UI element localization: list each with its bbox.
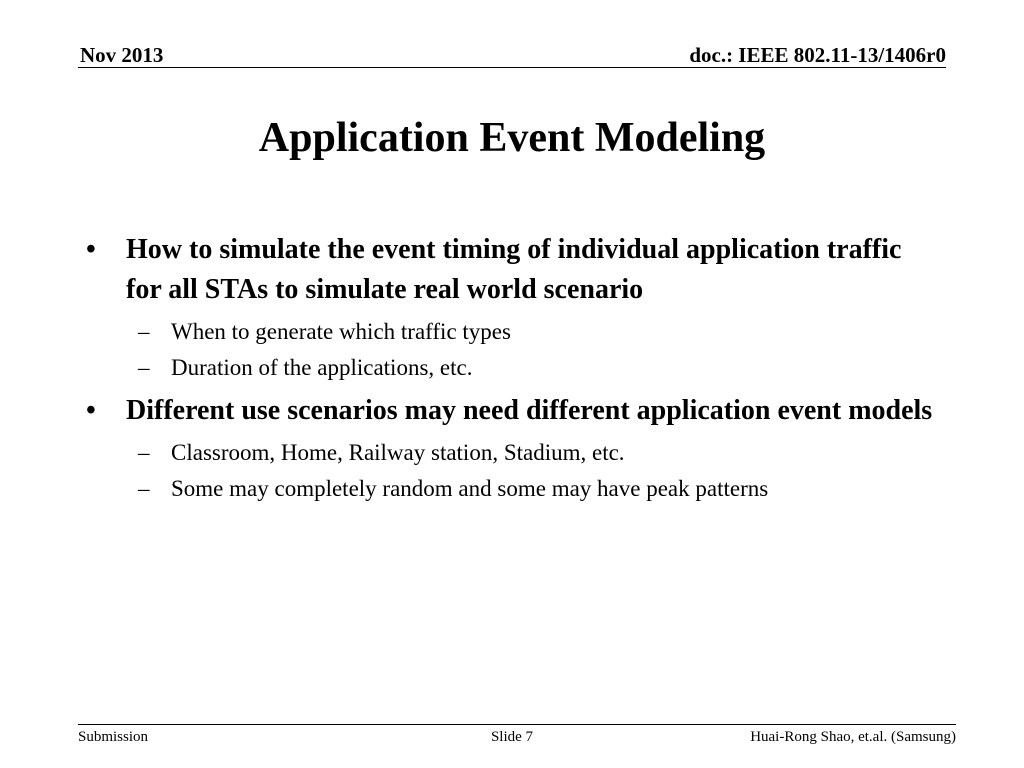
footer-divider	[78, 724, 956, 725]
bullet-item	[82, 230, 942, 310]
bullet-item	[82, 391, 942, 431]
sub-item-text: Classroom, Home, Railway station, Stadium, etc.	[171, 440, 625, 465]
bullet-marker: •	[86, 234, 96, 265]
footer-author: Huai-Rong Shao, et.al. (Samsung)	[750, 729, 956, 745]
dash-marker: –	[138, 440, 150, 465]
header-divider	[78, 67, 946, 68]
slide-title: Application Event Modeling	[258, 115, 766, 161]
dash-marker: –	[138, 319, 150, 344]
sub-item-text: Duration of the applications, etc.	[171, 355, 473, 380]
sub-item	[82, 353, 942, 382]
sub-item-text: When to generate which traffic types	[171, 319, 511, 344]
header-date: Nov 2013	[80, 43, 164, 67]
footer-submission: Submission	[78, 729, 149, 745]
sub-item-text: Some may completely random and some may have peak patterns	[171, 476, 769, 501]
bullet-text: Different use scenarios may need different application event models	[126, 395, 933, 426]
bullet-text: How to simulate the event timing of individual application traffic for all STAs to simulate real world scenario	[126, 234, 902, 305]
bullet-marker: •	[86, 395, 96, 426]
sub-item	[82, 317, 942, 346]
slide-body	[82, 230, 942, 503]
sub-item	[82, 474, 942, 503]
dash-marker: –	[138, 355, 150, 380]
sub-item	[82, 438, 942, 467]
header-doc-id: doc.: IEEE 802.11-13/1406r0	[689, 43, 946, 67]
dash-marker: –	[138, 476, 150, 501]
footer-slide-number: Slide 7	[490, 729, 534, 745]
